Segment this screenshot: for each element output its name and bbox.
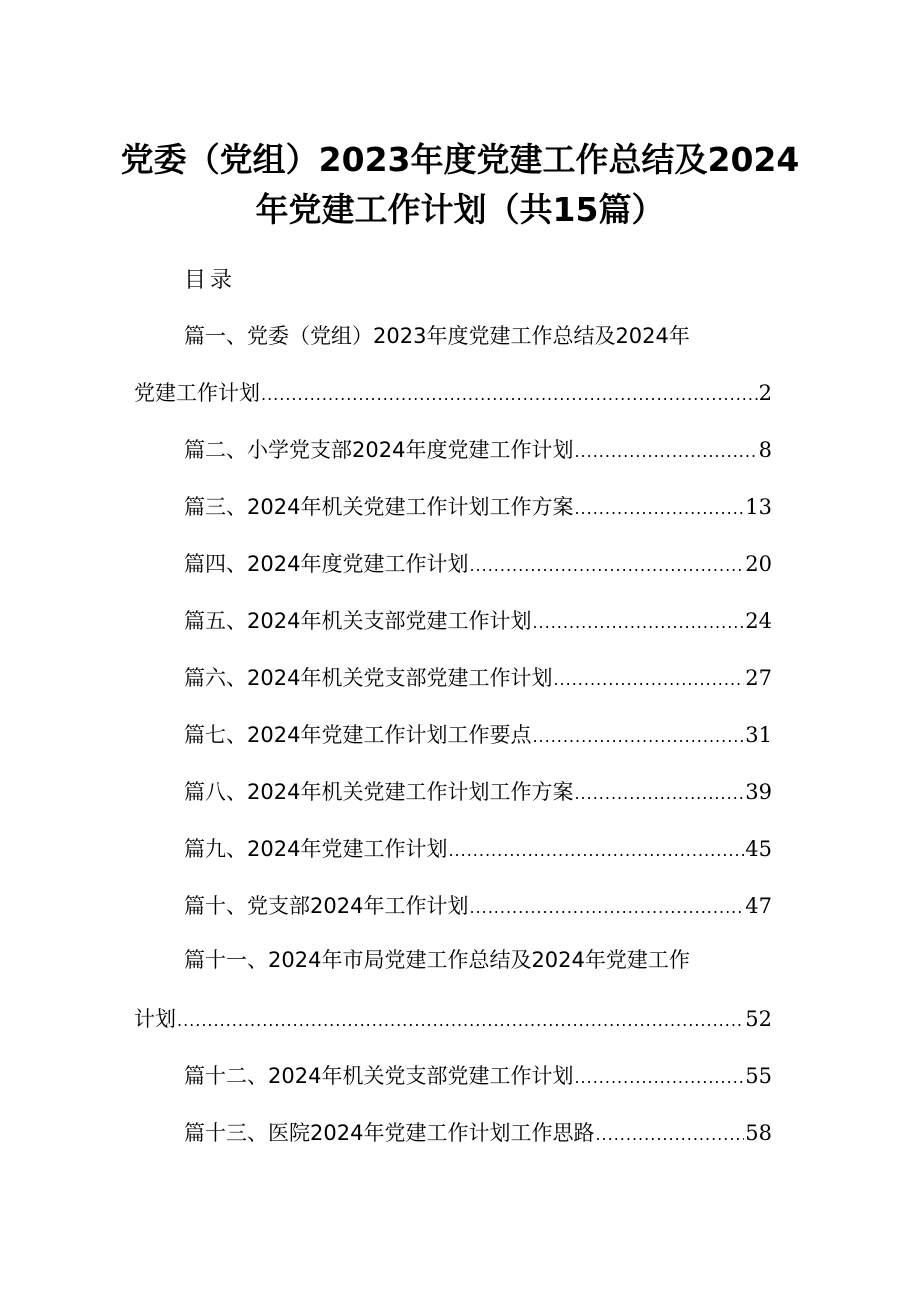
toc-dot-leader <box>595 1119 744 1151</box>
toc-entry-12[interactable] <box>184 1060 772 1092</box>
toc-dot-leader <box>574 436 757 468</box>
toc-entry-label: 篇四、2024年度党建工作计划 <box>184 552 469 576</box>
toc-entry-label: 党建工作计划 <box>134 381 260 405</box>
document-title-line-1: 党委（党组）2023年度党建工作总结及2024 <box>120 140 800 179</box>
toc-dot-leader <box>261 379 758 411</box>
toc-entry-label: 篇六、2024年机关党支部党建工作计划 <box>184 666 553 690</box>
toc-entry-label: 篇二、小学党支部2024年度党建工作计划 <box>184 438 574 462</box>
toc-dot-leader <box>574 1062 744 1094</box>
toc-entry-11-first-line[interactable]: 篇十一、2024年市局党建工作总结及2024年党建工作 <box>184 948 690 972</box>
toc-dot-leader <box>574 493 744 525</box>
toc-entry-5[interactable] <box>184 605 772 637</box>
toc-entry-label: 篇五、2024年机关支部党建工作计划 <box>184 609 532 633</box>
toc-entry-1[interactable] <box>134 377 772 409</box>
toc-page-number: 2 <box>758 381 772 405</box>
toc-page-number: 13 <box>745 495 772 519</box>
toc-heading: 目录 <box>184 268 237 293</box>
toc-page-number: 8 <box>758 438 772 462</box>
toc-entry-8[interactable] <box>184 776 772 808</box>
toc-entry-label: 篇七、2024年党建工作计划工作要点 <box>184 723 532 747</box>
toc-dot-leader <box>469 550 744 582</box>
toc-entry-1-first-line[interactable]: 篇一、党委（党组）2023年度党建工作总结及2024年 <box>184 324 690 348</box>
toc-entry-label: 篇十三、医院2024年党建工作计划工作思路 <box>184 1121 595 1145</box>
toc-page-number: 55 <box>745 1064 772 1088</box>
toc-dot-leader <box>553 664 744 696</box>
toc-dot-leader <box>448 835 744 867</box>
toc-dot-leader <box>532 721 744 753</box>
toc-entry-13[interactable] <box>184 1117 772 1149</box>
toc-entry-6[interactable] <box>184 662 772 694</box>
toc-dot-leader <box>177 1005 744 1037</box>
toc-entry-label: 篇十二、2024年机关党支部党建工作计划 <box>184 1064 574 1088</box>
toc-entry-label: 篇八、2024年机关党建工作计划工作方案 <box>184 780 574 804</box>
toc-entry-label: 篇九、2024年党建工作计划 <box>184 837 448 861</box>
toc-page-number: 52 <box>745 1007 772 1031</box>
toc-page-number: 45 <box>745 837 772 861</box>
toc-dot-leader <box>469 892 744 924</box>
toc-entry-3[interactable] <box>184 491 772 523</box>
toc-page-number: 31 <box>745 723 772 747</box>
toc-entry-label: 篇三、2024年机关党建工作计划工作方案 <box>184 495 574 519</box>
toc-page-number: 39 <box>745 780 772 804</box>
toc-page-number: 47 <box>745 894 772 918</box>
toc-page-number: 24 <box>745 609 772 633</box>
toc-entry-label: 计划 <box>134 1007 176 1031</box>
toc-entry-label: 篇十、党支部2024年工作计划 <box>184 894 469 918</box>
toc-page-number: 20 <box>745 552 772 576</box>
toc-entry-2[interactable] <box>184 434 772 466</box>
toc-entry-9[interactable] <box>184 833 772 865</box>
toc-entry-4[interactable] <box>184 548 772 580</box>
toc-dot-leader <box>574 778 744 810</box>
toc-entry-10[interactable] <box>184 890 772 922</box>
toc-entry-7[interactable] <box>184 719 772 751</box>
toc-page-number: 58 <box>745 1121 772 1145</box>
toc-dot-leader <box>532 607 744 639</box>
document-title-line-2: 年党建工作计划（共15篇） <box>255 190 665 229</box>
toc-entry-11[interactable] <box>134 1003 772 1035</box>
toc-page-number: 27 <box>745 666 772 690</box>
